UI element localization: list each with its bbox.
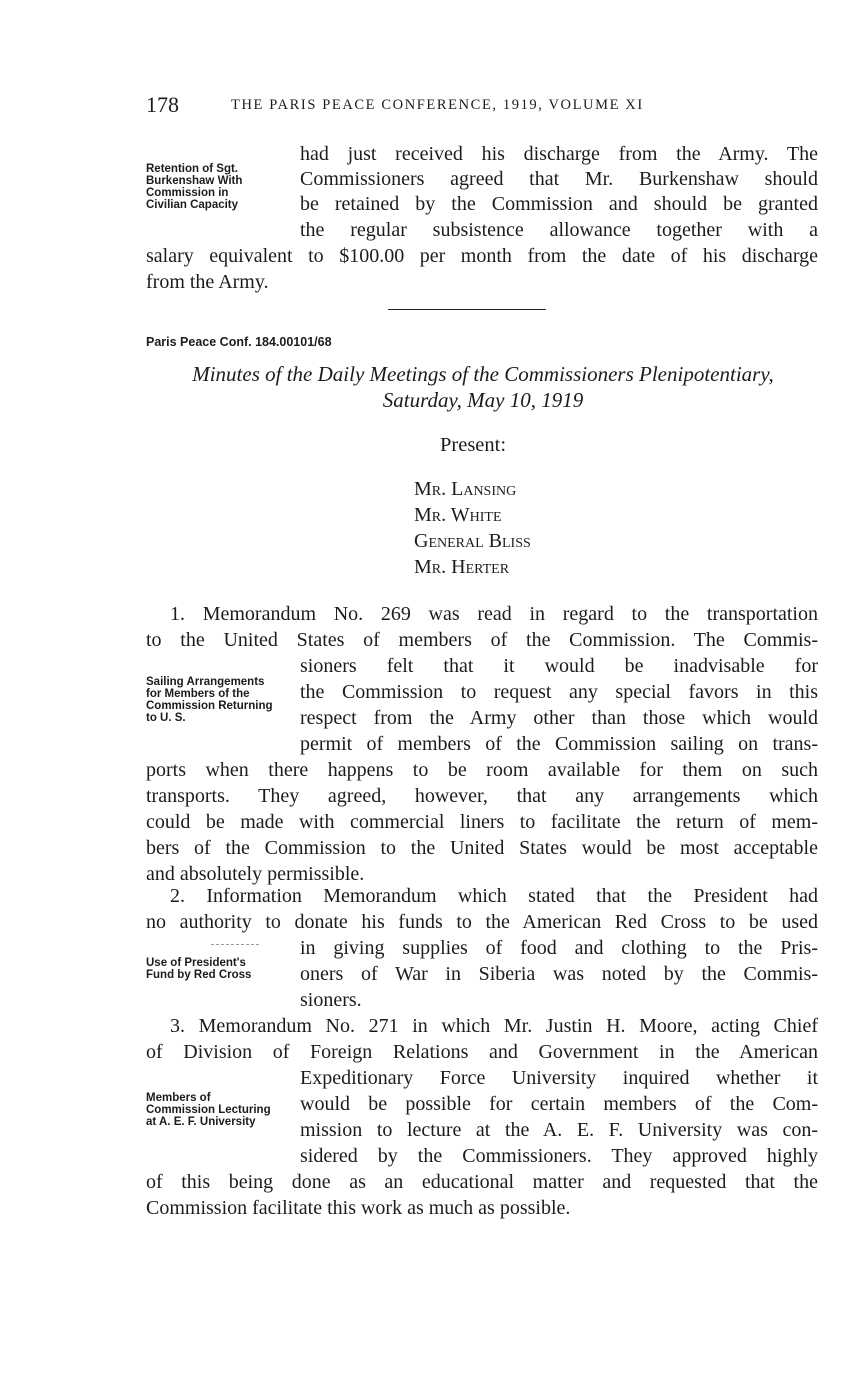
text-line: of Division of Foreign Relations and Government in the American <box>146 1041 818 1063</box>
text-line: be retained by the Commission and should be granted <box>300 193 818 215</box>
minutes-title-line1: Minutes of the Daily Meetings of the Commissioners Plenipotentiary, <box>192 362 774 386</box>
text-line: Expeditionary Force University inquired whether it <box>300 1067 818 1089</box>
text-line: bers of the Commission to the United States would be most acceptable <box>146 837 818 859</box>
text-line: to the United States of members of the Commission. The Commis- <box>146 629 818 651</box>
attendee-name: Mr. White <box>414 504 502 526</box>
margin-note-lecturing: Members of Commission Lecturing at A. E. F. University <box>146 1092 271 1128</box>
text-line: could be made with commercial liners to facilitate the return of mem- <box>146 811 818 833</box>
attendee-name: Mr. Lansing <box>414 478 517 500</box>
margin-note-sailing: Sailing Arrangements for Members of the Commission Returning to U. S. <box>146 676 273 724</box>
margin-note-presidents-fund: Use of President's Fund by Red Cross <box>146 957 252 981</box>
text-line: mission to lecture at the A. E. F. University was con- <box>300 1119 818 1141</box>
text-line: respect from the Army other than those which would <box>300 707 818 729</box>
minutes-title-line2: Saturday, May 10, 1919 <box>382 388 584 412</box>
text-line: sioners felt that it would be inadvisable for <box>300 655 818 677</box>
text-line: had just received his discharge from the Army. The <box>300 143 818 165</box>
text-line: and absolutely permissible. <box>146 863 365 885</box>
text-line: transports. They agreed, however, that any arrangements which <box>146 785 818 807</box>
file-reference: Paris Peace Conf. 184.00101/68 <box>146 335 332 349</box>
text-line: salary equivalent to $100.00 per month from the date of his discharge <box>146 245 818 267</box>
text-line: oners of War in Siberia was noted by the Commis- <box>300 963 818 985</box>
attendee-name: General Bliss <box>414 530 531 552</box>
text-line: no authority to donate his funds to the American Red Cross to be used <box>146 911 818 933</box>
text-line: the Commission to request any special favors in this <box>300 681 818 703</box>
text-line: 3. Memorandum No. 271 in which Mr. Justin H. Moore, acting Chief <box>170 1015 818 1037</box>
text-line: Commissioners agreed that Mr. Burkenshaw should <box>300 168 818 190</box>
print-smudge <box>211 944 259 947</box>
text-line: sioners. <box>300 989 362 1011</box>
text-line: would be possible for certain members of the Com- <box>300 1093 818 1115</box>
text-line: Commission facilitate this work as much as possible. <box>146 1197 571 1219</box>
present-label: Present: <box>440 434 507 456</box>
text-line: 1. Memorandum No. 269 was read in regard to the transportation <box>170 603 818 625</box>
text-line: in giving supplies of food and clothing to the Pris- <box>300 937 818 959</box>
minutes-title <box>146 361 820 413</box>
text-line: of this being done as an educational matter and requested that the <box>146 1171 818 1193</box>
section-divider <box>388 309 546 310</box>
attendee-name: Mr. Herter <box>414 556 510 578</box>
margin-note-retention: Retention of Sgt. Burkenshaw With Commission in Civilian Capacity <box>146 163 243 211</box>
text-line: permit of members of the Commission sailing on trans- <box>300 733 818 755</box>
text-line: ports when there happens to be room available for them on such <box>146 759 818 781</box>
page-number: 178 <box>146 92 179 117</box>
text-line: from the Army. <box>146 271 269 293</box>
text-line: the regular subsistence allowance together with a <box>300 219 818 241</box>
running-title: THE PARIS PEACE CONFERENCE, 1919, VOLUME XI <box>231 97 644 113</box>
text-line: sidered by the Commissioners. They approved highly <box>300 1145 818 1167</box>
page-header <box>146 92 826 126</box>
text-line: 2. Information Memorandum which stated that the President had <box>170 885 818 907</box>
